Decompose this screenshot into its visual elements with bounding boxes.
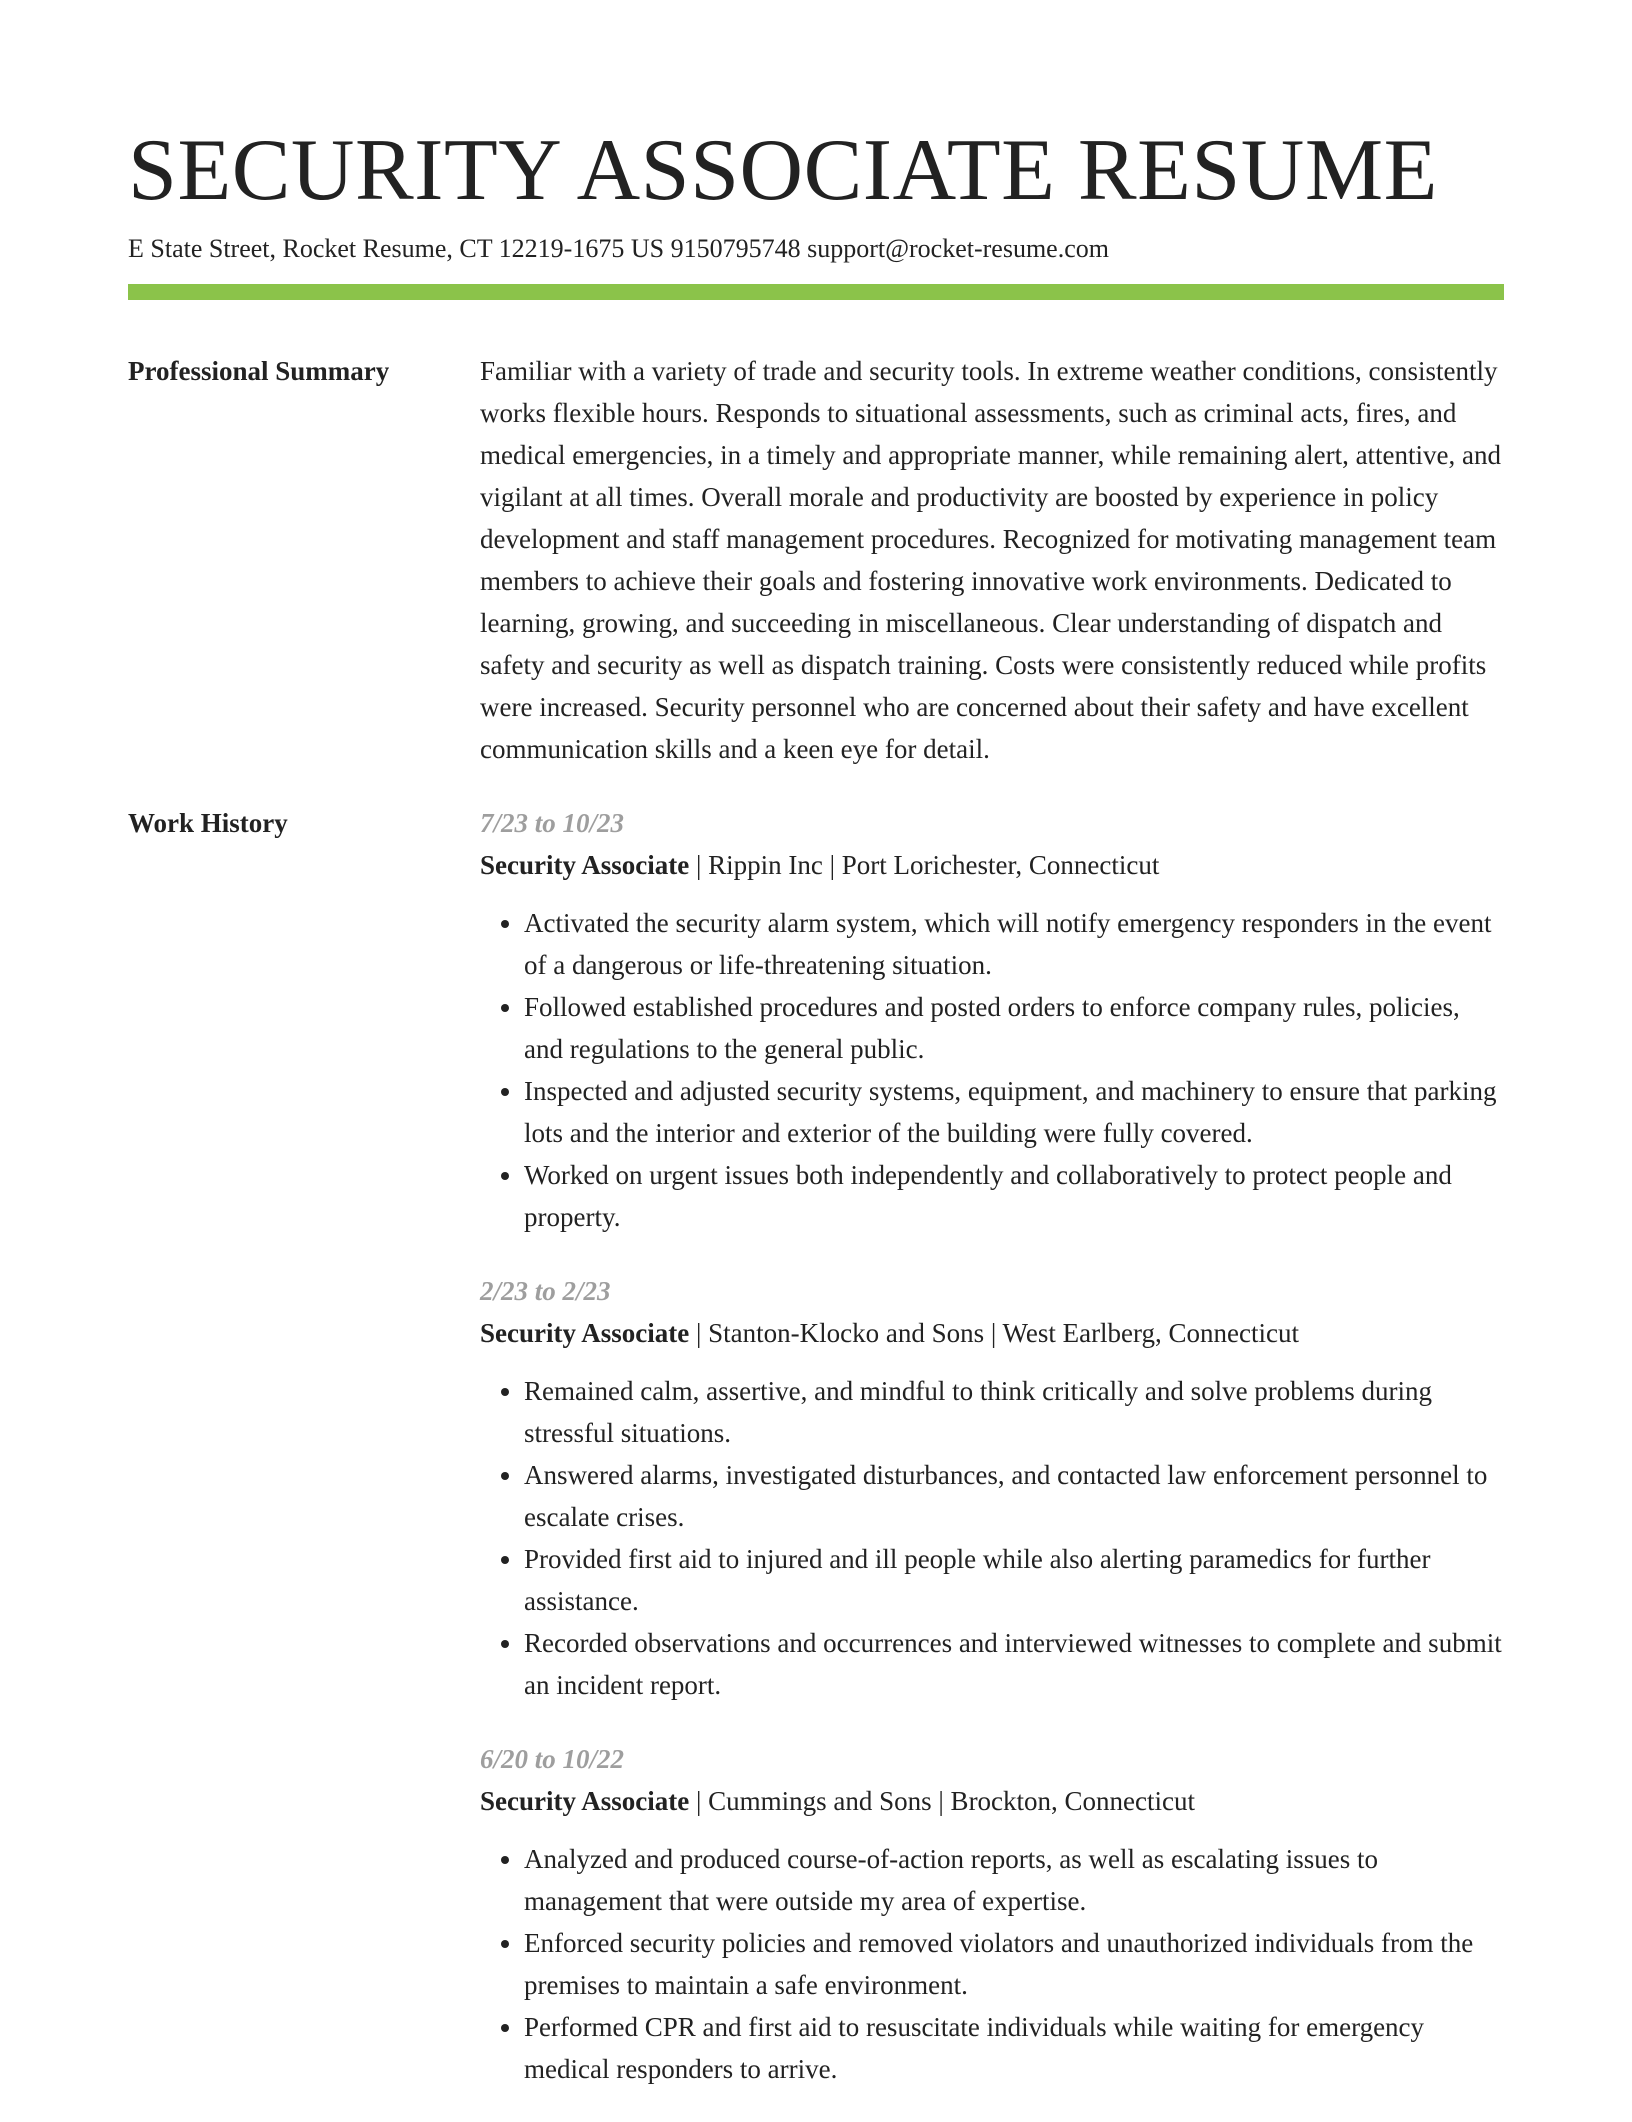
job-bullets xyxy=(480,902,1504,1238)
job-bullet: • Inspected and adjusted security systems, equipment, and machinery to ensure that parking lots and the interior and exterior of the building were fully covered. xyxy=(524,1070,1504,1154)
section-heading-summary: Professional Summary xyxy=(128,356,390,386)
job-bullet: • Activated the security alarm system, which will notify emergency responders in the event of a dangerous or life-threatening situation. xyxy=(524,902,1504,986)
job-bullet: • Enforced security policies and removed violators and unauthorized individuals from the premises to maintain a safe environment. xyxy=(524,1922,1504,2006)
job-heading xyxy=(480,1780,1504,1822)
summary-text: Familiar with a variety of trade and security tools. In extreme weather conditions, consistently works flexible hours. Responds to situational assessments, such as criminal acts, fires, and medical emergencies, in a timely and appropriate manner, while remaining alert, attentive, and vigilant at all times. Overall morale and productivity are boosted by experience in policy development and staff management procedures. Recognized for motivating management team members to achieve their goals and fostering innovative work environments. Dedicated to learning, growing, and succeeding in miscellaneous. Clear understanding of dispatch and safety and security as well as dispatch training. Costs were consistently reduced while profits were increased. Security personnel who are concerned about their safety and have excellent communication skills and a keen eye for detail. xyxy=(480,356,1502,764)
job-bullet: • Remained calm, assertive, and mindful to think critically and solve problems during stressful situations. xyxy=(524,1370,1504,1454)
job-bullets xyxy=(480,1838,1504,2090)
job-bullets xyxy=(480,1370,1504,1706)
job-heading xyxy=(480,1312,1504,1354)
job-details: | Rippin Inc | Port Lorichester, Connecticut xyxy=(689,850,1160,880)
resume-page xyxy=(128,0,1504,2122)
work-history-body xyxy=(480,802,1504,2122)
job-bullet: • Followed established procedures and posted orders to enforce company rules, policies, and regulations to the general public. xyxy=(524,986,1504,1070)
job-entry xyxy=(480,1738,1504,2090)
job-dates: 6/20 to 10/22 xyxy=(480,1744,625,1774)
job-entry xyxy=(480,802,1504,1238)
contact-line: E State Street, Rocket Resume, CT 12219-1675 US 9150795748 support@rocket-resume.com xyxy=(128,234,1109,263)
job-details: | Cummings and Sons | Brockton, Connecticut xyxy=(689,1786,1196,1816)
job-title: Security Associate xyxy=(480,1786,690,1816)
job-dates: 2/23 to 2/23 xyxy=(480,1276,611,1306)
section-heading-work: Work History xyxy=(128,808,288,838)
job-bullet: • Answered alarms, investigated disturbances, and contacted law enforcement personnel to escalate crises. xyxy=(524,1454,1504,1538)
job-bullet: • Analyzed and produced course-of-action reports, as well as escalating issues to management that were outside my area of expertise. xyxy=(524,1838,1504,1922)
job-bullet: • Recorded observations and occurrences and interviewed witnesses to complete and submit an incident report. xyxy=(524,1622,1504,1706)
work-history-section xyxy=(128,802,1504,2122)
job-entry xyxy=(480,1270,1504,1706)
resume-title: SECURITY ASSOCIATE RESUME xyxy=(128,122,1438,219)
job-details: | Stanton-Klocko and Sons | West Earlberg, Connecticut xyxy=(689,1318,1300,1348)
professional-summary-section xyxy=(128,350,1504,770)
job-title: Security Associate xyxy=(480,850,690,880)
job-title: Security Associate xyxy=(480,1318,690,1348)
accent-divider xyxy=(128,284,1504,300)
job-bullet: • Provided first aid to injured and ill people while also alerting paramedics for further assistance. xyxy=(524,1538,1504,1622)
job-bullet: • Worked on urgent issues both independently and collaboratively to protect people and property. xyxy=(524,1154,1504,1238)
job-heading xyxy=(480,844,1504,886)
job-dates: 7/23 to 10/23 xyxy=(480,808,625,838)
job-bullet: • Performed CPR and first aid to resuscitate individuals while waiting for emergency medical responders to arrive. xyxy=(524,2006,1504,2090)
summary-body xyxy=(480,350,1504,770)
